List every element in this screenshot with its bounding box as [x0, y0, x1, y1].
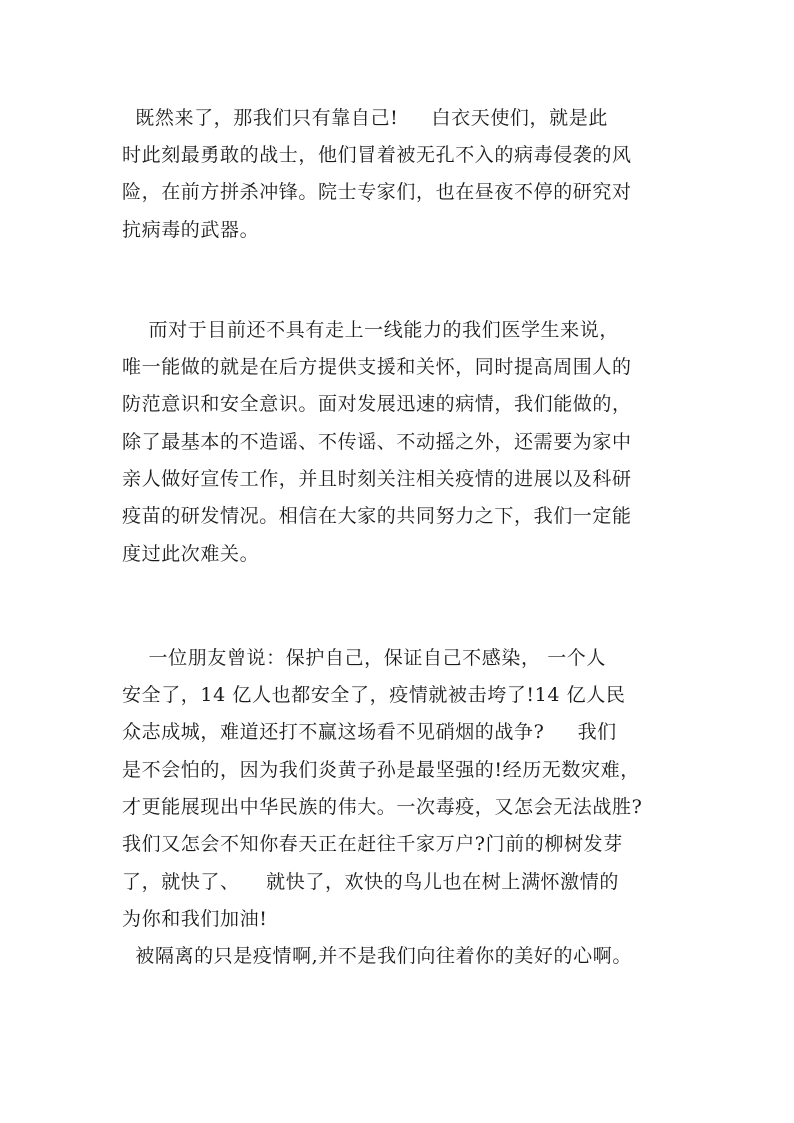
paragraph-3-line-3: 众志成城，难道还打不赢这场看不见硝烟的战争? 我们 [122, 721, 617, 743]
paragraph-3-line-1: 一位朋友曾说：保护自己，保证自己不感染， 一个人 [122, 647, 606, 669]
paragraph-3-line-9: 被隔离的只是疫情啊,并不是我们向往着你的美好的心啊。 [122, 945, 632, 967]
paragraph-2-line-3: 防范意识和安全意识。面对发展迅速的病情，我们能做的， [122, 393, 632, 415]
paragraph-2-line-7: 度过此次难关。 [122, 543, 260, 565]
paragraph-3-line-4: 是不会怕的，因为我们炎黄子孙是最坚强的!经历无数灾难， [122, 759, 640, 781]
paragraph-3-line-8: 为你和我们加油! [122, 908, 268, 930]
paragraph-3-line-5: 才更能展现出中华民族的伟大。一次毒疫，又怎会无法战胜? [122, 796, 643, 818]
paragraph-2-line-1: 而对于目前还不具有走上一线能力的我们医学生来说， [122, 319, 619, 341]
paragraph-2-line-5: 亲人做好宣传工作，并且时刻关注相关疫情的进展以及科研 [122, 468, 632, 490]
paragraph-1-line-1: 既然来了，那我们只有靠自己! 白衣天使们，就是此 [122, 107, 608, 129]
paragraph-2-line-4: 除了最基本的不造谣、不传谣、不动摇之外，还需要为家中 [122, 431, 632, 453]
paragraph-1-line-2: 时此刻最勇敢的战士，他们冒着被无孔不入的病毒侵袭的风 [122, 144, 632, 166]
paragraph-3-line-2: 安全了，14 亿人也都安全了，疫情就被击垮了!14 亿人民 [122, 684, 626, 706]
paragraph-3-line-7: 了，就快了、 就快了，欢快的鸟儿也在树上满怀激情的 [122, 871, 619, 893]
paragraph-1-line-3: 险，在前方拼杀冲锋。院士专家们，也在昼夜不停的研究对 [122, 181, 632, 203]
paragraph-2-line-6: 疫苗的研发情况。相信在大家的共同努力之下，我们一定能 [122, 505, 632, 527]
paragraph-1-line-4: 抗病毒的武器。 [122, 219, 260, 241]
paragraph-3-line-6: 我们又怎会不知你春天正在赶往千家万户?门前的柳树发芽 [122, 833, 623, 855]
paragraph-2-line-2: 唯一能做的就是在后方提供支援和关怀，同时提高周围人的 [122, 356, 632, 378]
